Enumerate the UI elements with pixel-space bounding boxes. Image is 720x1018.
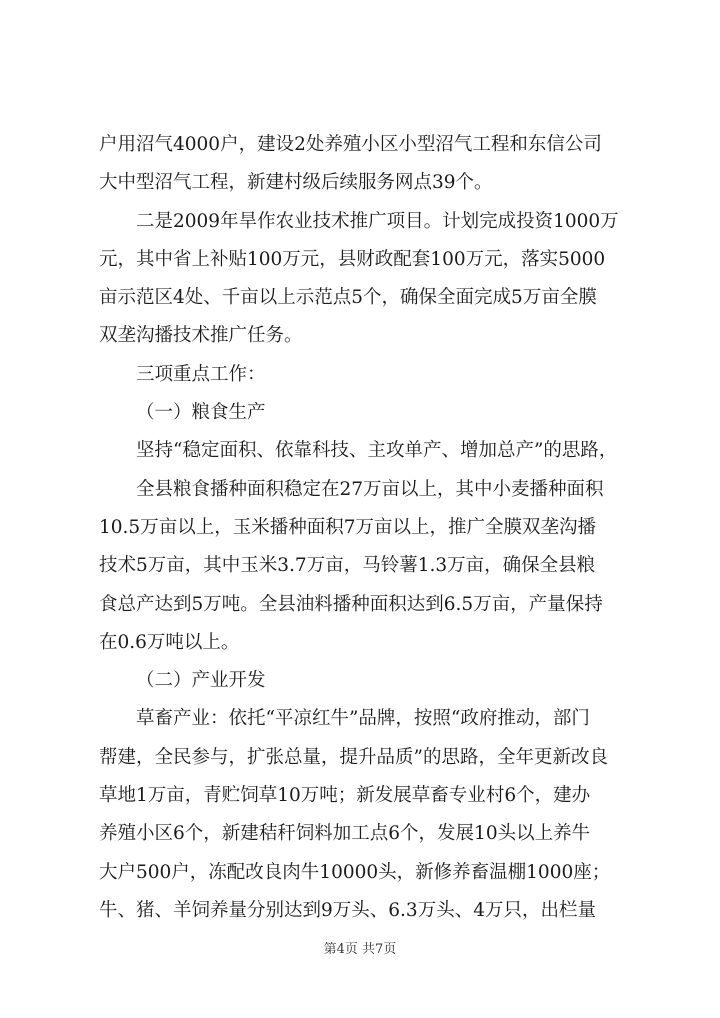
text-line: 二是2009年旱作农业技术推广项目。计划完成投资1000万 xyxy=(136,210,619,232)
text-line: 户用沼气4000户，建设2处养殖小区小型沼气工程和东信公司 xyxy=(99,134,602,155)
subsection-heading: （一）粮食生产 xyxy=(136,402,266,424)
subsection-heading: （二）产业开发 xyxy=(136,670,266,692)
text-line: 亩示范区4处、千亩以上示范点5个，确保全面完成5万亩全膜 xyxy=(99,287,597,309)
text-line: 技术5万亩，其中玉米3.7万亩，马铃薯1.3万亩，确保全县粮 xyxy=(99,555,596,577)
text-line: 全县粮食播种面积稳定在27万亩以上，其中小麦播种面积 xyxy=(136,478,604,500)
text-line: 帮建，全民参与，扩张总量，提升品质”的思路，全年更新改良 xyxy=(99,746,608,768)
body-text xyxy=(99,126,659,930)
text-line: 草畜产业：依托“平凉红牛”品牌，按照“政府推动，部门 xyxy=(136,708,590,730)
text-line: 草地1万亩，青贮饲草10万吨；新发展草畜专业村6个，建办 xyxy=(99,785,591,807)
text-line: 大中型沼气工程，新建村级后续服务网点39个。 xyxy=(99,172,493,194)
text-line: 10.5万亩以上，玉米播种面积7万亩以上，推广全膜双垄沟播 xyxy=(99,516,596,538)
text-line: 大户500户，冻配改良肉牛10000头，新修养畜温棚1000座； xyxy=(99,861,611,883)
text-line: 牛、猪、羊饲养量分别达到9万头、6.3万头、4万只，出栏量 xyxy=(99,899,596,921)
text-line: 坚持“稳定面积、依靠科技、主攻单产、增加总产”的思路， xyxy=(136,440,618,462)
section-heading: 三项重点工作： xyxy=(136,363,266,385)
text-line: 双垄沟播技术推广任务。 xyxy=(99,325,303,347)
text-line: 食总产达到5万吨。全县油料播种面积达到6.5万亩，产量保持 xyxy=(99,593,603,615)
text-line: 元，其中省上补贴100万元，县财政配套100万元，落实5000 xyxy=(99,248,606,270)
page-footer: 第4页 共7页 xyxy=(323,942,397,957)
text-line: 在0.6万吨以上。 xyxy=(99,631,240,653)
text-line: 养殖小区6个，新建秸秆饲料加工点6个，发展10头以上养牛 xyxy=(99,823,591,845)
